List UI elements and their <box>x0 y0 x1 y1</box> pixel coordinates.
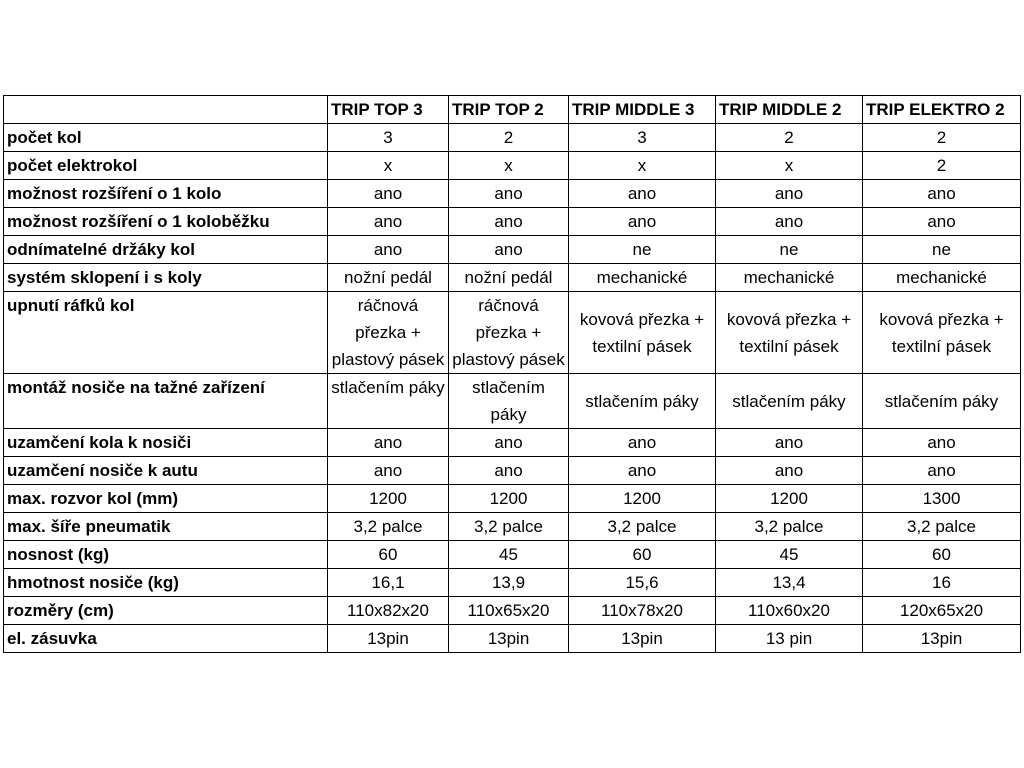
row-label: hmotnost nosiče (kg) <box>4 569 328 597</box>
table-cell: ano <box>449 429 569 457</box>
table-cell: 110x78x20 <box>569 597 716 625</box>
table-row <box>4 180 1021 208</box>
table-cell: 110x60x20 <box>716 597 863 625</box>
row-label: max. rozvor kol (mm) <box>4 485 328 513</box>
table-cell: ano <box>863 208 1021 236</box>
table-cell: 2 <box>863 152 1021 180</box>
row-label: rozměry (cm) <box>4 597 328 625</box>
table-cell: 110x65x20 <box>449 597 569 625</box>
table-row <box>4 264 1021 292</box>
table-cell: 13pin <box>328 625 449 653</box>
table-cell: nožní pedál <box>449 264 569 292</box>
table-cell: ano <box>449 208 569 236</box>
row-label: počet kol <box>4 124 328 152</box>
table-cell: 1300 <box>863 485 1021 513</box>
table-cell: 3 <box>328 124 449 152</box>
table-cell: ano <box>449 180 569 208</box>
header-row <box>4 96 1021 124</box>
table-row <box>4 513 1021 541</box>
table-cell: x <box>569 152 716 180</box>
table-cell: x <box>328 152 449 180</box>
table-row <box>4 236 1021 264</box>
table-cell: ne <box>569 236 716 264</box>
row-label: nosnost (kg) <box>4 541 328 569</box>
table-row <box>4 124 1021 152</box>
table-cell: ano <box>716 457 863 485</box>
table-cell: 1200 <box>716 485 863 513</box>
table-cell: 1200 <box>569 485 716 513</box>
row-label: počet elektrokol <box>4 152 328 180</box>
table-row <box>4 374 1021 429</box>
comparison-table <box>3 95 1021 653</box>
table-row <box>4 485 1021 513</box>
table-row <box>4 625 1021 653</box>
table-cell: ano <box>328 236 449 264</box>
row-label: uzamčení nosiče k autu <box>4 457 328 485</box>
table-cell: 45 <box>716 541 863 569</box>
table-cell: 1200 <box>449 485 569 513</box>
table-cell: 3,2 palce <box>569 513 716 541</box>
table-cell: ano <box>569 457 716 485</box>
row-label: el. zásuvka <box>4 625 328 653</box>
table-cell: 2 <box>863 124 1021 152</box>
table-cell: ano <box>569 208 716 236</box>
table-cell: 45 <box>449 541 569 569</box>
table-cell: 3,2 palce <box>863 513 1021 541</box>
table-cell: stlačením páky <box>328 374 449 429</box>
row-label: max. šíře pneumatik <box>4 513 328 541</box>
column-header: TRIP TOP 3 <box>328 96 449 124</box>
table-cell: 60 <box>569 541 716 569</box>
row-label: možnost rozšíření o 1 koloběžku <box>4 208 328 236</box>
table-cell: ano <box>328 457 449 485</box>
table-cell: ano <box>716 180 863 208</box>
table-cell: ano <box>328 429 449 457</box>
column-header: TRIP MIDDLE 3 <box>569 96 716 124</box>
column-header: TRIP ELEKTRO 2 <box>863 96 1021 124</box>
table-cell: ano <box>716 429 863 457</box>
table-cell: mechanické <box>863 264 1021 292</box>
table-cell: stlačením páky <box>449 374 569 429</box>
table-cell: 13pin <box>863 625 1021 653</box>
table-cell: kovová přezka + textilní pásek <box>863 292 1021 374</box>
table-cell: mechanické <box>569 264 716 292</box>
table-cell: 13pin <box>449 625 569 653</box>
row-label: možnost rozšíření o 1 kolo <box>4 180 328 208</box>
table-row <box>4 569 1021 597</box>
table-cell: 15,6 <box>569 569 716 597</box>
column-header: TRIP TOP 2 <box>449 96 569 124</box>
table-cell: ano <box>449 457 569 485</box>
table-row <box>4 541 1021 569</box>
row-label: upnutí ráfků kol <box>4 292 328 374</box>
table-cell: x <box>716 152 863 180</box>
table-cell: ano <box>716 208 863 236</box>
table-cell: stlačením páky <box>863 374 1021 429</box>
corner-cell <box>4 96 328 124</box>
row-label: odnímatelné držáky kol <box>4 236 328 264</box>
table-cell: ano <box>449 236 569 264</box>
table-cell: ano <box>863 457 1021 485</box>
table-cell: 3 <box>569 124 716 152</box>
table-cell: 1200 <box>328 485 449 513</box>
table-cell: 2 <box>449 124 569 152</box>
table-cell: 16 <box>863 569 1021 597</box>
table-cell: 3,2 palce <box>449 513 569 541</box>
table-cell: ano <box>863 180 1021 208</box>
table-cell: x <box>449 152 569 180</box>
table-cell: ráčnová přezka + plastový pásek <box>449 292 569 374</box>
row-label: montáž nosiče na tažné zařízení <box>4 374 328 429</box>
row-label: systém sklopení i s koly <box>4 264 328 292</box>
table-cell: 13pin <box>569 625 716 653</box>
table-cell: ne <box>863 236 1021 264</box>
table-cell: kovová přezka + textilní pásek <box>569 292 716 374</box>
row-label: uzamčení kola k nosiči <box>4 429 328 457</box>
table-row <box>4 429 1021 457</box>
table-cell: 16,1 <box>328 569 449 597</box>
table-row <box>4 457 1021 485</box>
table-cell: stlačením páky <box>569 374 716 429</box>
table-cell: ano <box>328 208 449 236</box>
table-cell: ano <box>328 180 449 208</box>
table-cell: mechanické <box>716 264 863 292</box>
table-row <box>4 292 1021 374</box>
table-cell: 2 <box>716 124 863 152</box>
table-cell: 13,9 <box>449 569 569 597</box>
table-row <box>4 208 1021 236</box>
table-cell: ano <box>569 429 716 457</box>
table-cell: 60 <box>328 541 449 569</box>
table-cell: 13,4 <box>716 569 863 597</box>
table-cell: ne <box>716 236 863 264</box>
table-cell: 3,2 palce <box>328 513 449 541</box>
table-cell: kovová přezka + textilní pásek <box>716 292 863 374</box>
table-cell: ano <box>569 180 716 208</box>
column-header: TRIP MIDDLE 2 <box>716 96 863 124</box>
table-cell: 13 pin <box>716 625 863 653</box>
table-cell: 3,2 palce <box>716 513 863 541</box>
table-row <box>4 152 1021 180</box>
table-cell: ráčnová přezka + plastový pásek <box>328 292 449 374</box>
table-cell: 110x82x20 <box>328 597 449 625</box>
table-cell: nožní pedál <box>328 264 449 292</box>
table-cell: ano <box>863 429 1021 457</box>
table-cell: 120x65x20 <box>863 597 1021 625</box>
table-cell: 60 <box>863 541 1021 569</box>
table-cell: stlačením páky <box>716 374 863 429</box>
table-row <box>4 597 1021 625</box>
